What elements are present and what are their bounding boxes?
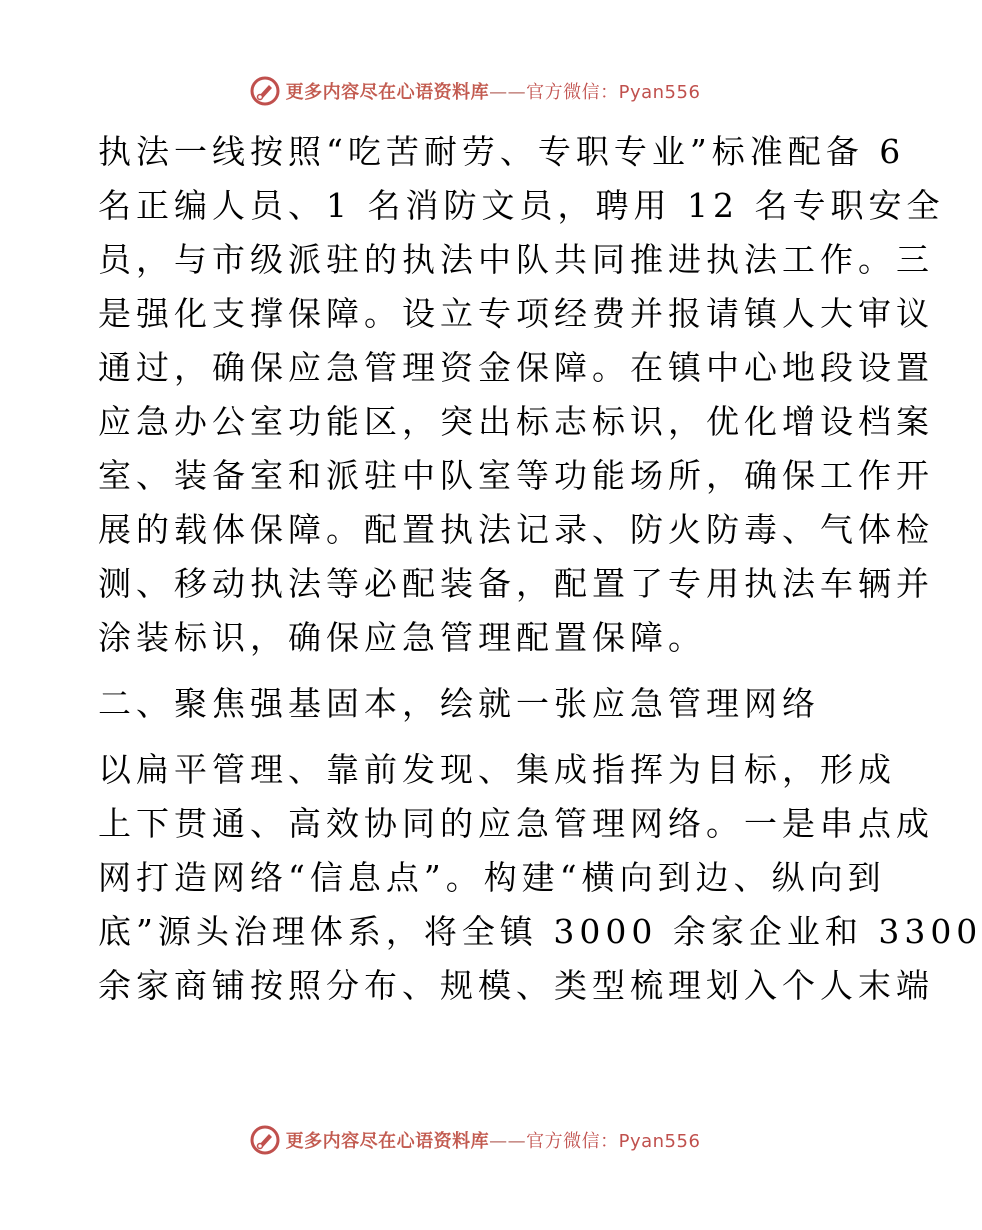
watermark-contact: 官方微信：Pyan556: [526, 1131, 701, 1152]
paragraph-line: 室、装备室和派驻中队室等功能场所，确保工作开: [98, 456, 934, 495]
paragraph-line: 员，与市级派驻的执法中队共同推进执法工作。三: [98, 240, 934, 279]
footer-watermark: [0, 1120, 950, 1160]
paragraph-line: 网打造网络“信息点”。构建“横向到边、纵向到: [98, 858, 886, 897]
watermark-separator: ——: [489, 82, 527, 103]
header-watermark: [0, 71, 950, 111]
paragraph-line: 涂装标识，确保应急管理配置保障。: [98, 618, 706, 657]
paragraph-line: 上下贯通、高效协同的应急管理网络。一是串点成: [98, 804, 934, 843]
paragraph-line: 名正编人员、1 名消防文员，聘用 12 名专职安全: [98, 186, 945, 225]
paragraph-line: 展的载体保障。配置执法记录、防火防毒、气体检: [98, 510, 934, 549]
paragraph-line: 是强化支撑保障。设立专项经费并报请镇人大审议: [98, 294, 934, 333]
paragraph-gap: [98, 665, 858, 677]
paragraph-line: 通过，确保应急管理资金保障。在镇中心地段设置: [98, 348, 934, 387]
section-heading: 二、聚焦强基固本，绘就一张应急管理网络: [98, 684, 820, 723]
watermark-label: 更多内容尽在心语资料库: [285, 1131, 490, 1152]
watermark-contact: 官方微信：Pyan556: [526, 82, 701, 103]
paragraph-line: 应急办公室功能区，突出标志标识，优化增设档案: [98, 402, 934, 441]
paragraph-line: 测、移动执法等必配装备，配置了专用执法车辆并: [98, 564, 934, 603]
watermark-text: [286, 1127, 701, 1153]
watermark-label: 更多内容尽在心语资料库: [285, 82, 490, 103]
paragraph-line: 执法一线按照“吃苦耐劳、专职专业”标准配备 6: [98, 132, 906, 171]
paragraph-gap: [98, 731, 858, 743]
paragraph-line: 余家商铺按照分布、规模、类型梳理划入个人末端: [98, 966, 934, 1005]
document-body: [98, 125, 982, 1013]
watermark-separator: ——: [489, 1131, 527, 1152]
seal-logo-icon: [250, 76, 280, 106]
seal-logo-icon: [250, 1125, 280, 1155]
watermark-text: [286, 78, 701, 104]
paragraph-line: 以扁平管理、靠前发现、集成指挥为目标，形成: [98, 750, 896, 789]
paragraph-line: 底”源头治理体系，将全镇 3000 余家企业和 3300: [98, 912, 982, 951]
